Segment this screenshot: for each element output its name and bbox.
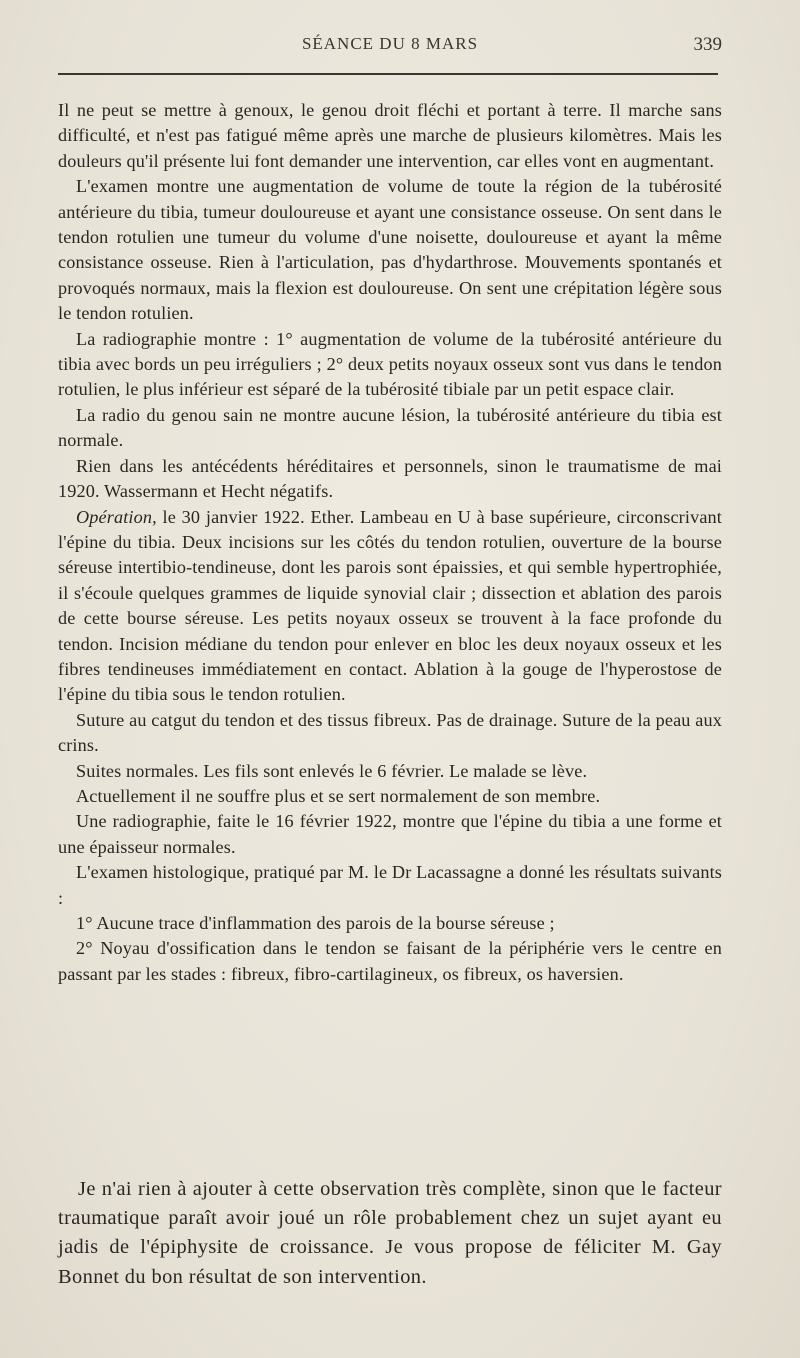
paragraph-result-2: 2° Noyau d'ossification dans le tendon se faisant de la périphérie vers le centre en passant par les stades : fibreux, fibro-cartilagineux, os fibreux, os haversien. [58, 938, 722, 984]
closing-remarks [58, 1175, 722, 1292]
operation-text: le 30 janvier 1922. Ether. Lambeau en U à base supérieure, circonscrivant l'épine du tibia. Deux incisions sur les côtés du tendon rotulien, ouverture de la bourse séreuse intertibio-tendineuse, dont les parois sont épaissies, et qui semble hypertrophiée, il s'écoule quelques grammes de liquide synovial clair ; dissection et ablation des parois de cette bourse séreuse. Les petits noyaux osseux se trouvent à la face profonde du tendon. Incision médiane du tendon pour enlever en bloc les deux noyaux osseux et les fibres tendineuses immédiatement en contact. Ablation à la gouge de l'hyperostose de l'épine du tibia sous le tendon rotulien. [58, 506, 722, 705]
paragraph-operation [58, 505, 722, 708]
header-rule [58, 73, 718, 75]
paragraph-radiography: La radiographie montre : 1° augmentation de volume de la tubérosité antérieure du tibia avec bords un peu irréguliers ; 2° deux petits noyaux osseux sont vus dans le tendon rotulien, le plus inférieur est séparé de la tubérosité tibiale par un petit espace clair. [58, 328, 722, 400]
closing-paragraph: Je n'ai rien à ajouter à cette observation très complète, sinon que le facteur traumatique paraît avoir joué un rôle probablement chez un sujet ayant eu jadis de l'épiphysite de croissance. Je vous propose de féliciter M. Gay Bonnet du bon résultat de son intervention. [58, 1178, 722, 1288]
paragraph-symptoms: Il ne peut se mettre à genoux, le genou droit fléchi et portant à terre. Il marche sans difficulté, et n'est pas fatigué même après une marche de plusieurs kilomètres. Mais les douleurs qu'il présente lui font demander une intervention, car elles vont en augmentant. [58, 100, 722, 171]
case-report-body [58, 98, 722, 987]
paragraph-suture: Suture au catgut du tendon et des tissus fibreux. Pas de drainage. Suture de la peau aux crins. [58, 709, 722, 756]
page-header [58, 34, 722, 64]
paragraph-healthy-knee: La radio du genou sain ne montre aucune lésion, la tubérosité antérieure du tibia est normale. [58, 404, 722, 451]
paragraph-current-state: Actuellement il ne souffre plus et se sert normalement de son membre. [76, 785, 601, 806]
paragraph-result-1: 1° Aucune trace d'inflammation des parois de la bourse séreuse ; [76, 913, 555, 933]
paragraph-follow-up: Suites normales. Les fils sont enlevés le 6 février. Le malade se lève. [76, 760, 588, 781]
running-title: SÉANCE DU 8 MARS [301, 34, 479, 53]
paragraph-histology: L'examen histologique, pratiqué par M. le Dr Lacassagne a donné les résultats suivants : [58, 862, 722, 908]
paragraph-control-radiography: Une radiographie, faite le 16 février 1922, montre que l'épine du tibia a une forme et une épaisseur normales. [58, 811, 722, 857]
paragraph-history: Rien dans les antécédents héréditaires et personnels, sinon le traumatisme de mai 1920. Wassermann et Hecht négatifs. [58, 455, 722, 502]
operation-label: Opération, [76, 506, 157, 527]
page-number: 339 [693, 34, 722, 55]
paragraph-examination: L'examen montre une augmentation de volume de toute la région de la tubérosité antérieure du tibia, tumeur douloureuse et ayant une consistance osseuse. On sent dans le tendon rotulien une tumeur du volume d'une noisette, douloureuse et ayant la même consistance osseuse. Rien à l'articulation, pas d'hydarthrose. Mouvements spontanés et provoqués normaux, mais la flexion est douloureuse. On sent une crépitation légère sous le tendon rotulien. [58, 176, 722, 324]
